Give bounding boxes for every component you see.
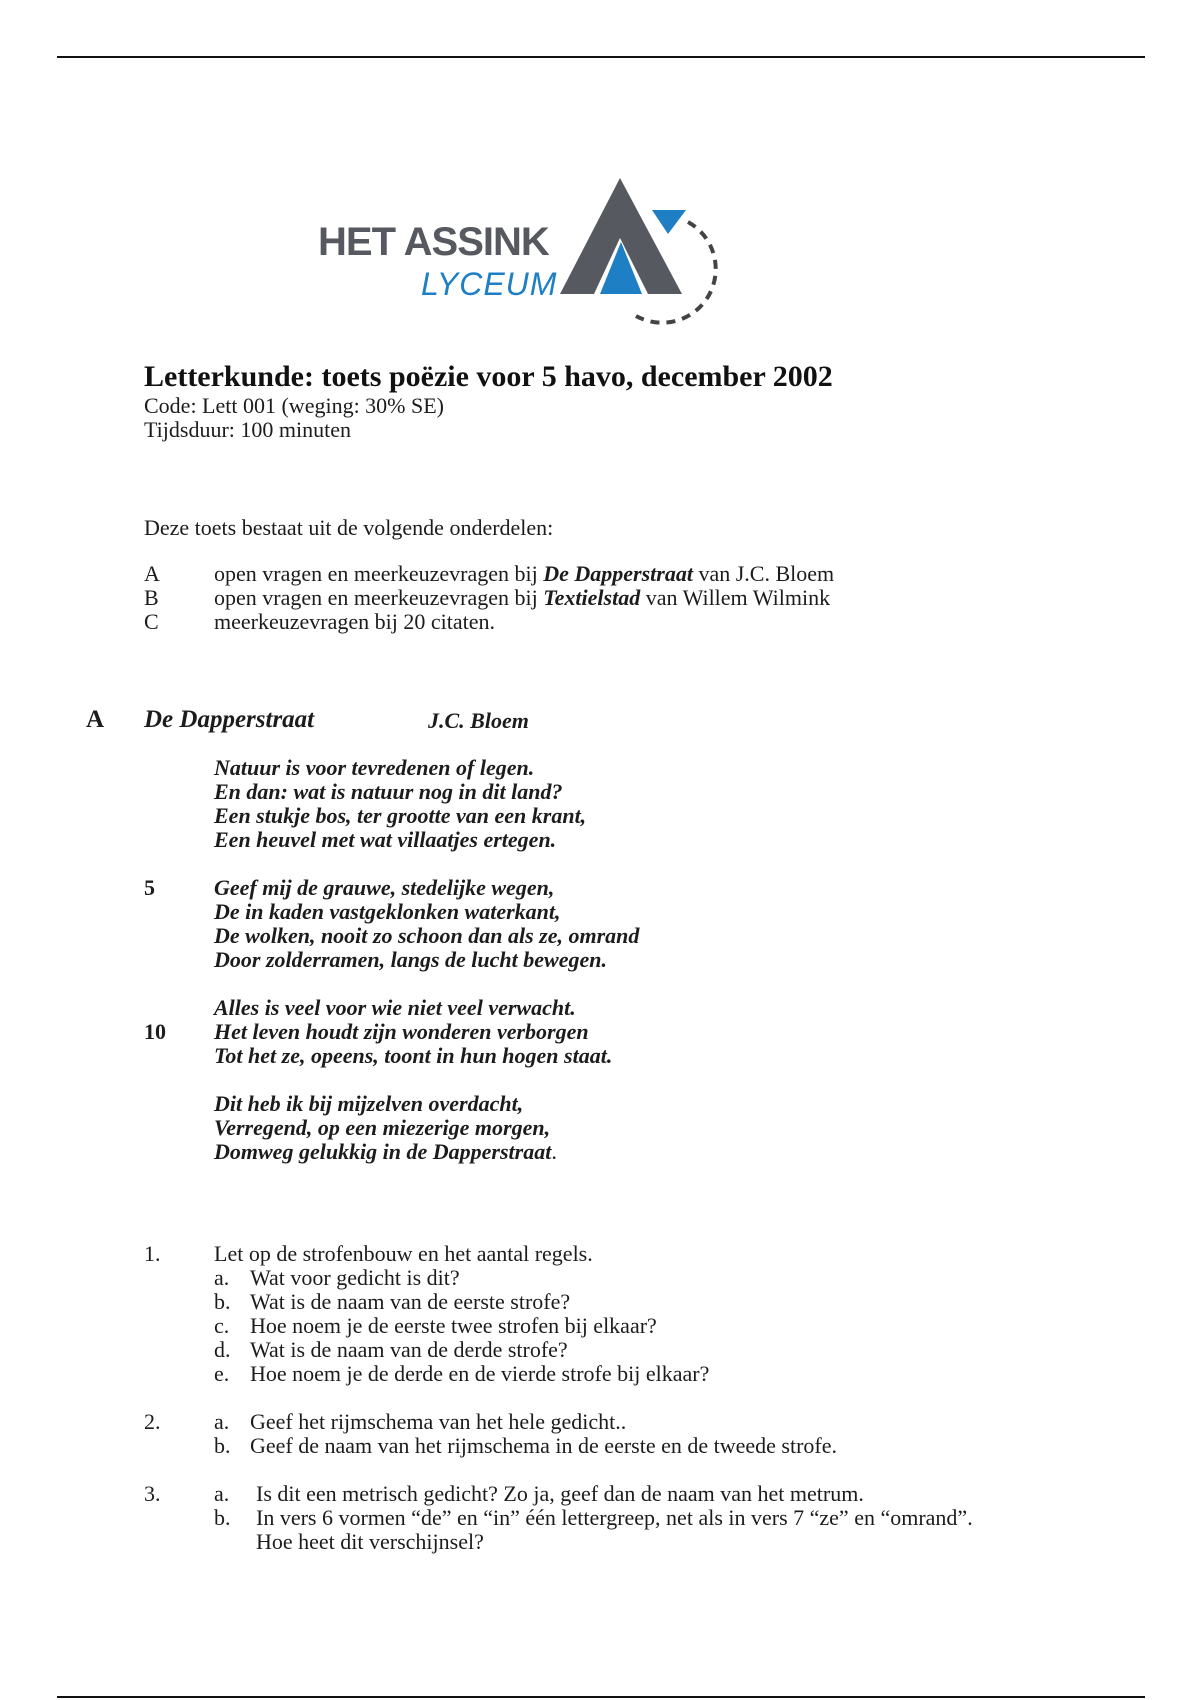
question-number: 1.	[144, 1241, 161, 1266]
part-author: van Willem Wilmink	[640, 585, 831, 610]
part-letter: A	[144, 561, 160, 586]
poem-title: De Dapperstraat	[144, 706, 315, 733]
page-title: Letterkunde: toets poëzie voor 5 havo, december 2002	[144, 360, 833, 393]
bottom-rule	[57, 1696, 1145, 1698]
sub-question: a. Is dit een metrisch gedicht? Zo ja, geef dan de naam van het metrum.	[214, 1481, 864, 1506]
question-3	[144, 1482, 973, 1554]
sub-question: a. Wat voor gedicht is dit?	[214, 1265, 460, 1290]
question-intro: Let op de strofenbouw en het aantal regels.	[214, 1241, 593, 1266]
line-number: 5	[144, 875, 155, 900]
sub-question: b. Wat is de naam van de eerste strofe?	[214, 1289, 571, 1314]
question-1	[144, 1242, 973, 1386]
question-2	[144, 1410, 973, 1458]
part-text: open vragen en meerkeuzevragen bij	[214, 561, 544, 586]
questions	[144, 1242, 973, 1554]
line-number: 10	[144, 1019, 166, 1044]
part-letter: C	[144, 609, 159, 634]
section-letter: A	[86, 706, 105, 733]
question-number: 2.	[144, 1409, 161, 1434]
test-code: Code: Lett 001 (weging: 30% SE)	[144, 393, 445, 418]
part-work-title: Textielstad	[543, 585, 641, 610]
sub-question: e. Hoe noem je de derde en de vierde strofe bij elkaar?	[214, 1361, 710, 1386]
poem-author: J.C. Bloem	[428, 708, 529, 733]
part-work-title: De Dapperstraat	[543, 561, 693, 586]
logo-triangle-icon	[558, 176, 718, 326]
part-text: open vragen en meerkeuzevragen bij	[214, 585, 544, 610]
school-logo	[318, 176, 718, 326]
sub-question: a. Geef het rijmschema van het hele gedicht..	[214, 1409, 627, 1434]
test-duration: Tijdsduur: 100 minuten	[144, 417, 351, 442]
part-author: van J.C. Bloem	[692, 561, 835, 586]
intro-text: Deze toets bestaat uit de volgende onderdelen:	[144, 515, 554, 540]
sub-question: b. Geef de naam van het rijmschema in de eerste en de tweede strofe.	[214, 1433, 838, 1458]
sub-question-continuation: Hoe heet dit verschijnsel?	[256, 1529, 484, 1554]
question-number: 3.	[144, 1481, 161, 1506]
sub-question: b. In vers 6 vormen “de” en “in” één lettergreep, net als in vers 7 “ze” en “omrand”.	[214, 1505, 973, 1530]
sub-question: c. Hoe noem je de eerste twee strofen bij elkaar?	[214, 1313, 657, 1338]
logo-text-lyceum: LYCEUM	[421, 266, 558, 302]
sub-question: d. Wat is de naam van de derde strofe?	[214, 1337, 568, 1362]
part-text: meerkeuzevragen bij 20 citaten.	[214, 609, 495, 634]
part-letter: B	[144, 585, 159, 610]
logo-text-het-assink: HET ASSINK	[318, 220, 549, 264]
top-rule	[57, 56, 1145, 58]
